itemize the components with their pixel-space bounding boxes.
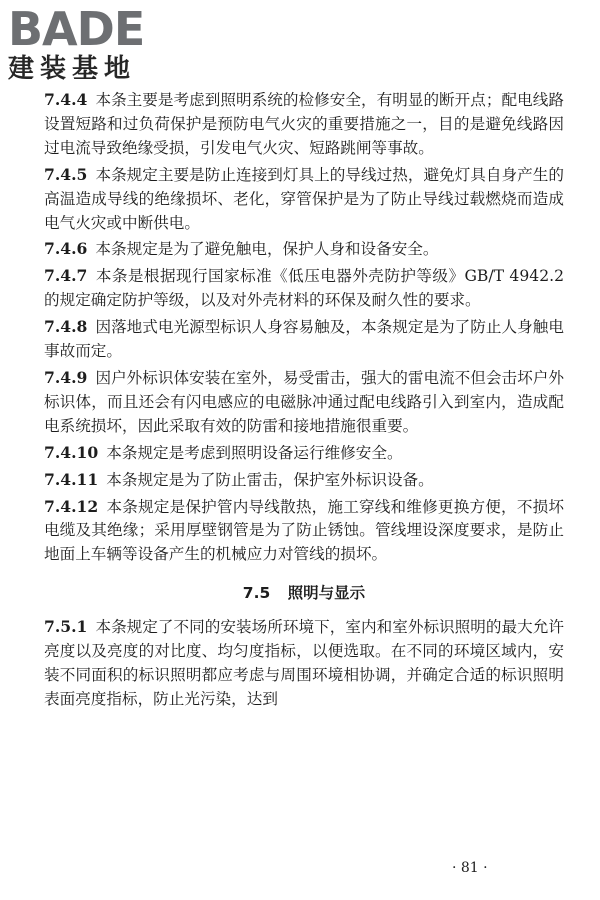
- clause-text: 因户外标识体安装在室外，易受雷击，强大的雷电流不但会击坏户外标识体，而且还会有闪电感应的电磁脉冲通过配电线路引入到室内，造成配电系统损坏，因此采取有效的防雷和接地措施很重要。: [44, 368, 564, 435]
- clause-paragraph: [44, 264, 564, 313]
- clause-paragraph: [44, 441, 564, 466]
- clauses-7-5: [44, 615, 564, 712]
- clause-number: 7.4.4: [44, 90, 88, 109]
- clause-text: 本条规定是为了避免触电，保护人身和设备安全。: [95, 240, 439, 259]
- page-number: · 81 ·: [452, 860, 488, 876]
- clause-paragraph: [44, 615, 564, 712]
- clause-number: 7.4.9: [44, 367, 88, 387]
- clause-text: 本条主要是考虑到照明系统的检修安全，有明显的断开点；配电线路设置短路和过负荷保护是预防电气火灾的重要措施之一，目的是避免线路因过电流导致绝缘受损，引发电气火灾、短路跳闸等事故。: [44, 91, 564, 157]
- logo: [8, 4, 183, 84]
- document-body: [44, 88, 564, 714]
- clause-text: 本条规定是考虑到照明设备运行维修安全。: [106, 443, 403, 462]
- section-title: 照明与显示: [287, 584, 366, 603]
- clause-paragraph: [44, 88, 564, 161]
- clauses-7-4: [44, 88, 564, 567]
- clause-number: 7.4.5: [44, 164, 88, 184]
- clause-number: 7.4.12: [44, 496, 99, 516]
- logo-subtitle: 建装基地: [8, 54, 137, 84]
- clause-text: 本条是根据现行国家标准《低压电器外壳防护等级》GB/T 4942.2 的规定确定防护等级，以及对外壳材料的环保及耐久性的要求。: [44, 267, 564, 310]
- section-number: 7.5: [242, 584, 271, 603]
- clause-paragraph: [44, 237, 564, 262]
- clause-paragraph: [44, 468, 564, 493]
- clause-paragraph: [44, 366, 564, 439]
- clause-number: 7.4.6: [44, 239, 88, 259]
- clause-text: 本条规定是为了防止雷击，保护室外标识设备。: [106, 470, 434, 489]
- clause-text: 本条规定主要是防止连接到灯具上的导线过热，避免灯具自身产生的高温造成导线的绝缘损坏、老化，穿管保护是为了防止导线过载燃烧而造成电气火灾或中断供电。: [44, 165, 564, 232]
- clause-text: 本条规定是保护管内导线散热，施工穿线和维修更换方便，不损坏电缆及其绝缘；采用厚壁钢管是为了防止锈蚀。管线埋设深度要求，是防止地面上车辆等设备产生的机械应力对管线的损坏。: [44, 497, 564, 564]
- section-heading: [44, 581, 564, 603]
- clause-paragraph: [44, 315, 564, 364]
- clause-text: 本条规定了不同的安装场所环境下，室内和室外标识照明的最大允许亮度以及亮度的对比度、均匀度指标，以便选取。在不同的环境区域内，安装不同面积的标识照明都应考虑与周围环境相协调，并确定合适的标识照明表面亮度指标，防止光污染，达到: [44, 618, 564, 708]
- clause-number: 7.4.10: [44, 442, 99, 462]
- clause-text: 因落地式电光源型标识人身容易触及，本条规定是为了防止人身触电事故而定。: [44, 318, 564, 361]
- clause-number: 7.4.11: [44, 469, 99, 489]
- clause-number: 7.4.7: [44, 266, 88, 286]
- clause-number: 7.4.8: [44, 317, 88, 337]
- clause-paragraph: [44, 495, 564, 568]
- clause-number: 7.5.1: [44, 617, 88, 637]
- clause-paragraph: [44, 163, 564, 236]
- logo-word: BADE: [8, 2, 145, 56]
